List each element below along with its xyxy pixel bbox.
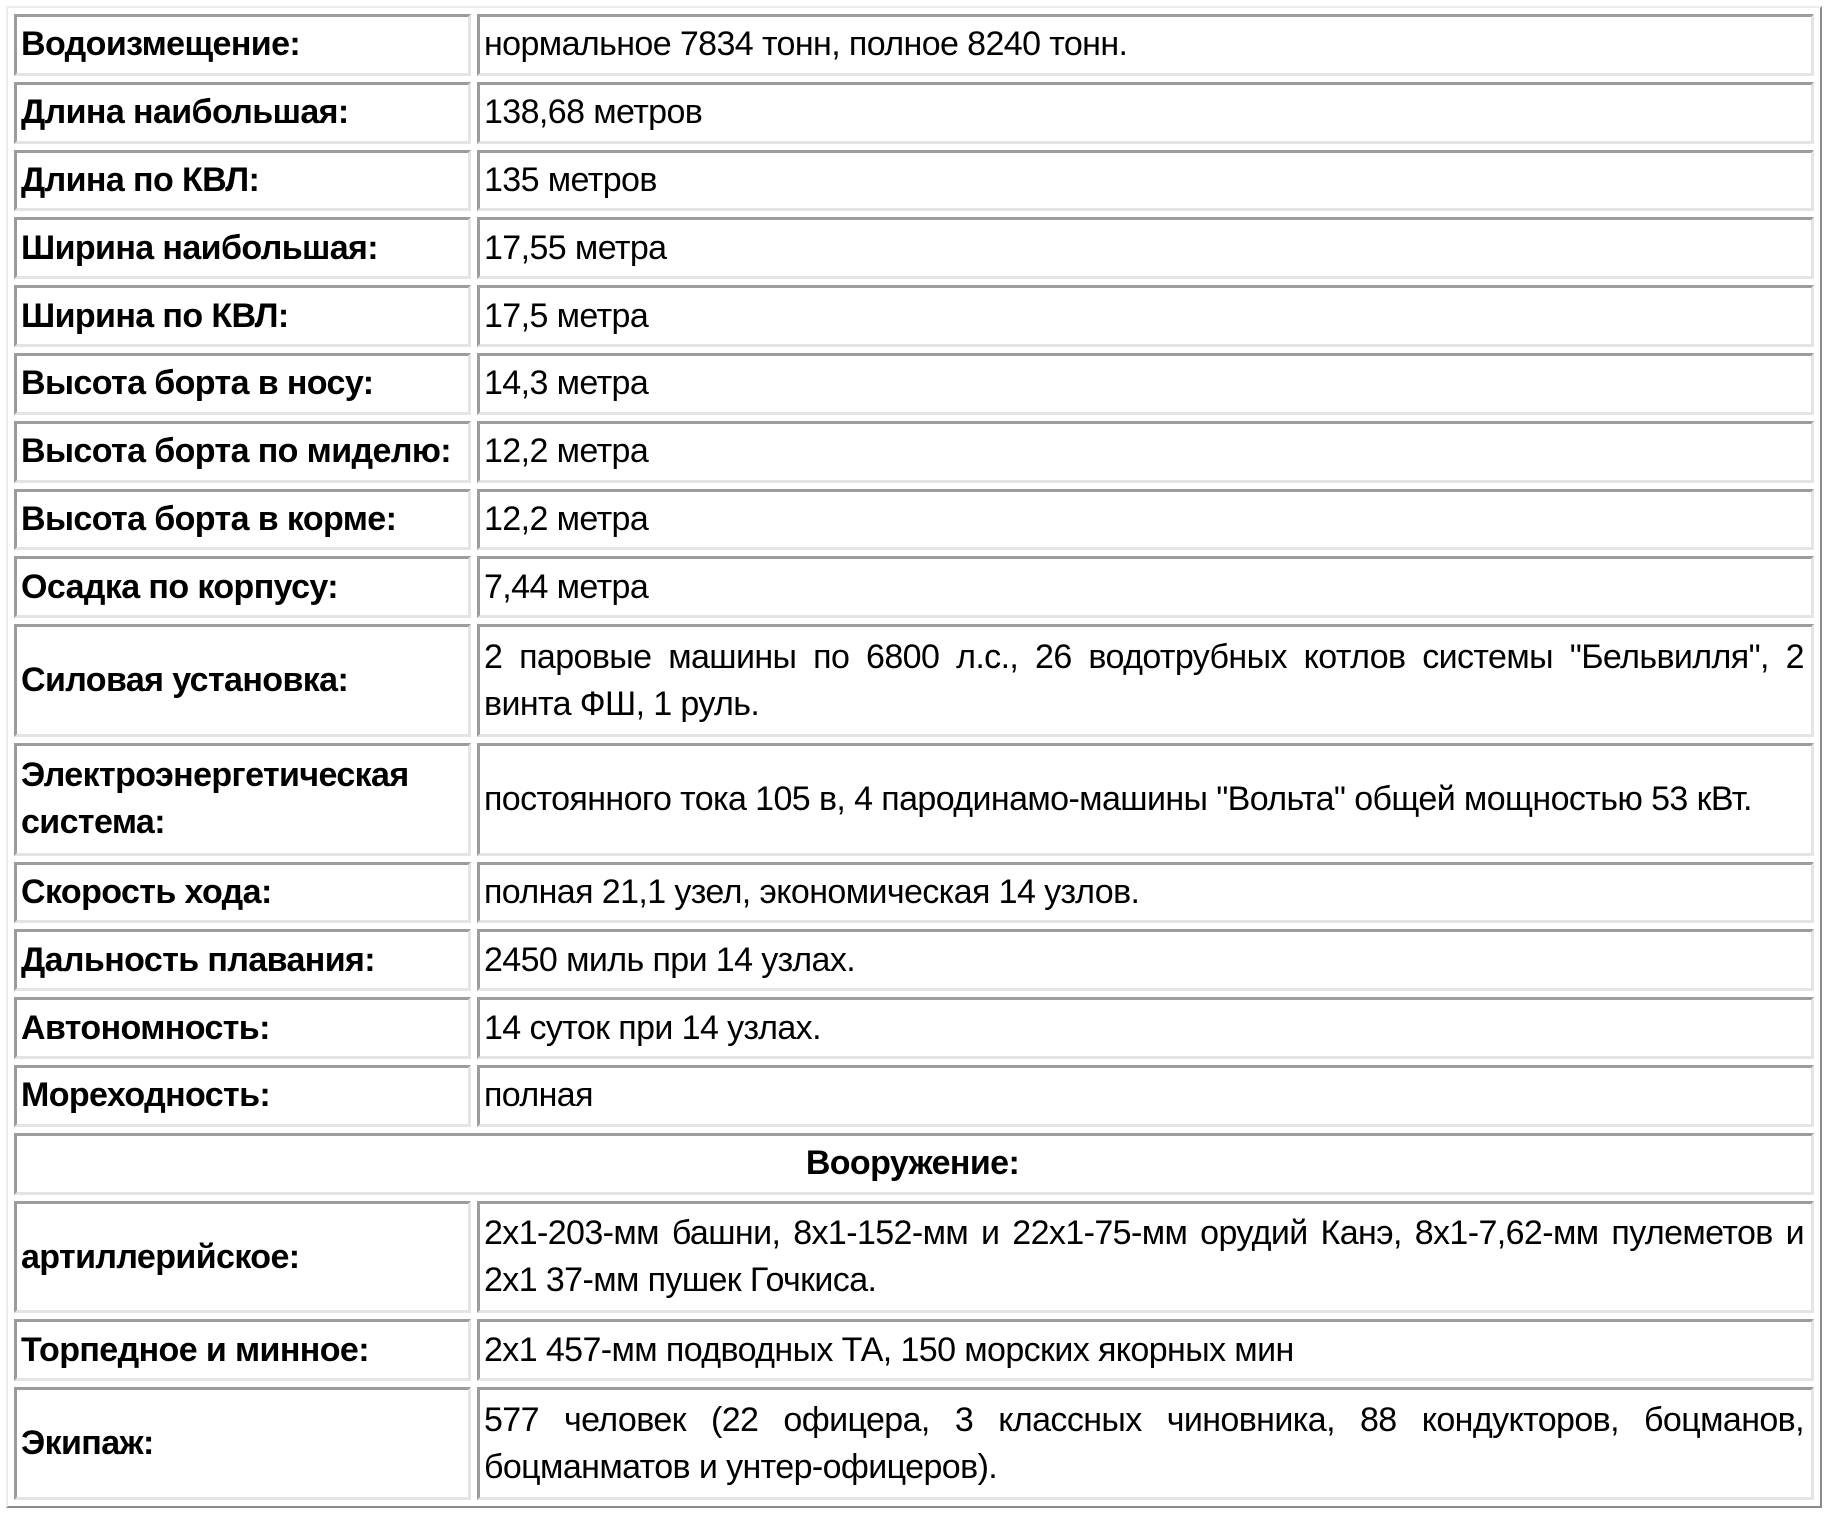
- spec-label-range: Дальность плавания:: [14, 929, 471, 991]
- table-row: [14, 14, 1814, 76]
- spec-label-electrical-system: Электроэнергетическая система:: [14, 743, 471, 856]
- spec-label-max-length: Длина наибольшая:: [14, 82, 471, 144]
- spec-value-draught: 7,44 метра: [477, 556, 1814, 618]
- spec-value-range: 2450 миль при 14 узлах.: [477, 929, 1814, 991]
- spec-label-artillery: артиллерийское:: [14, 1201, 471, 1314]
- spec-label-seaworthiness: Мореходность:: [14, 1065, 471, 1127]
- spec-value-artillery: 2x1-203-мм башни, 8x1-152-мм и 22x1-75-мм орудий Канэ, 8x1-7,62-мм пулеметов и 2x1 37-мм пушек Гочкиса.: [477, 1201, 1814, 1314]
- spec-value-power-plant: 2 паровые машины по 6800 л.с., 26 водотрубных котлов системы "Бельвилля", 2 винта ФШ, 1 руль.: [477, 624, 1814, 737]
- spec-label-max-beam: Ширина наибольшая:: [14, 217, 471, 279]
- spec-label-crew: Экипаж:: [14, 1387, 471, 1500]
- spec-value-waterline-length: 135 метров: [477, 150, 1814, 212]
- table-row: [14, 82, 1814, 144]
- table-row: [14, 929, 1814, 991]
- table-row: [14, 862, 1814, 924]
- spec-label-midship-height: Высота борта по миделю:: [14, 421, 471, 483]
- table-row: [14, 997, 1814, 1059]
- ship-specifications-table: [6, 6, 1822, 1508]
- spec-value-displacement: нормальное 7834 тонн, полное 8240 тонн.: [477, 14, 1814, 76]
- armament-section-heading: Вооружение:: [14, 1133, 1814, 1195]
- spec-value-stern-height: 12,2 метра: [477, 489, 1814, 551]
- spec-value-crew: 577 человек (22 офицера, 3 классных чиновника, 88 кондукторов, боцманов, боцманматов и унтер-офицеров).: [477, 1387, 1814, 1500]
- spec-label-waterline-beam: Ширина по КВЛ:: [14, 285, 471, 347]
- table-row: [14, 217, 1814, 279]
- spec-value-max-length: 138,68 метров: [477, 82, 1814, 144]
- spec-label-power-plant: Силовая установка:: [14, 624, 471, 737]
- spec-value-electrical-system: постоянного тока 105 в, 4 пародинамо-машины "Вольта" общей мощностью 53 кВт.: [477, 743, 1814, 856]
- spec-value-waterline-beam: 17,5 метра: [477, 285, 1814, 347]
- spec-label-displacement: Водоизмещение:: [14, 14, 471, 76]
- spec-label-speed: Скорость хода:: [14, 862, 471, 924]
- table-row: [14, 1387, 1814, 1500]
- table-row: [14, 624, 1814, 737]
- table-row: [14, 285, 1814, 347]
- table-row: [14, 1133, 1814, 1195]
- spec-value-torpedo-mine: 2x1 457-мм подводных ТА, 150 морских якорных мин: [477, 1319, 1814, 1381]
- spec-value-speed: полная 21,1 узел, экономическая 14 узлов.: [477, 862, 1814, 924]
- table-row: [14, 556, 1814, 618]
- spec-label-endurance: Автономность:: [14, 997, 471, 1059]
- table-row: [14, 150, 1814, 212]
- spec-value-seaworthiness: полная: [477, 1065, 1814, 1127]
- spec-label-torpedo-mine: Торпедное и минное:: [14, 1319, 471, 1381]
- table-row: [14, 743, 1814, 856]
- table-row: [14, 489, 1814, 551]
- spec-label-waterline-length: Длина по КВЛ:: [14, 150, 471, 212]
- table-row: [14, 1319, 1814, 1381]
- spec-value-endurance: 14 суток при 14 узлах.: [477, 997, 1814, 1059]
- spec-label-draught: Осадка по корпусу:: [14, 556, 471, 618]
- table-row: [14, 421, 1814, 483]
- spec-label-bow-height: Высота борта в носу:: [14, 353, 471, 415]
- table-row: [14, 353, 1814, 415]
- spec-value-midship-height: 12,2 метра: [477, 421, 1814, 483]
- spec-value-max-beam: 17,55 метра: [477, 217, 1814, 279]
- table-row: [14, 1201, 1814, 1314]
- spec-label-stern-height: Высота борта в корме:: [14, 489, 471, 551]
- spec-value-bow-height: 14,3 метра: [477, 353, 1814, 415]
- table-row: [14, 1065, 1814, 1127]
